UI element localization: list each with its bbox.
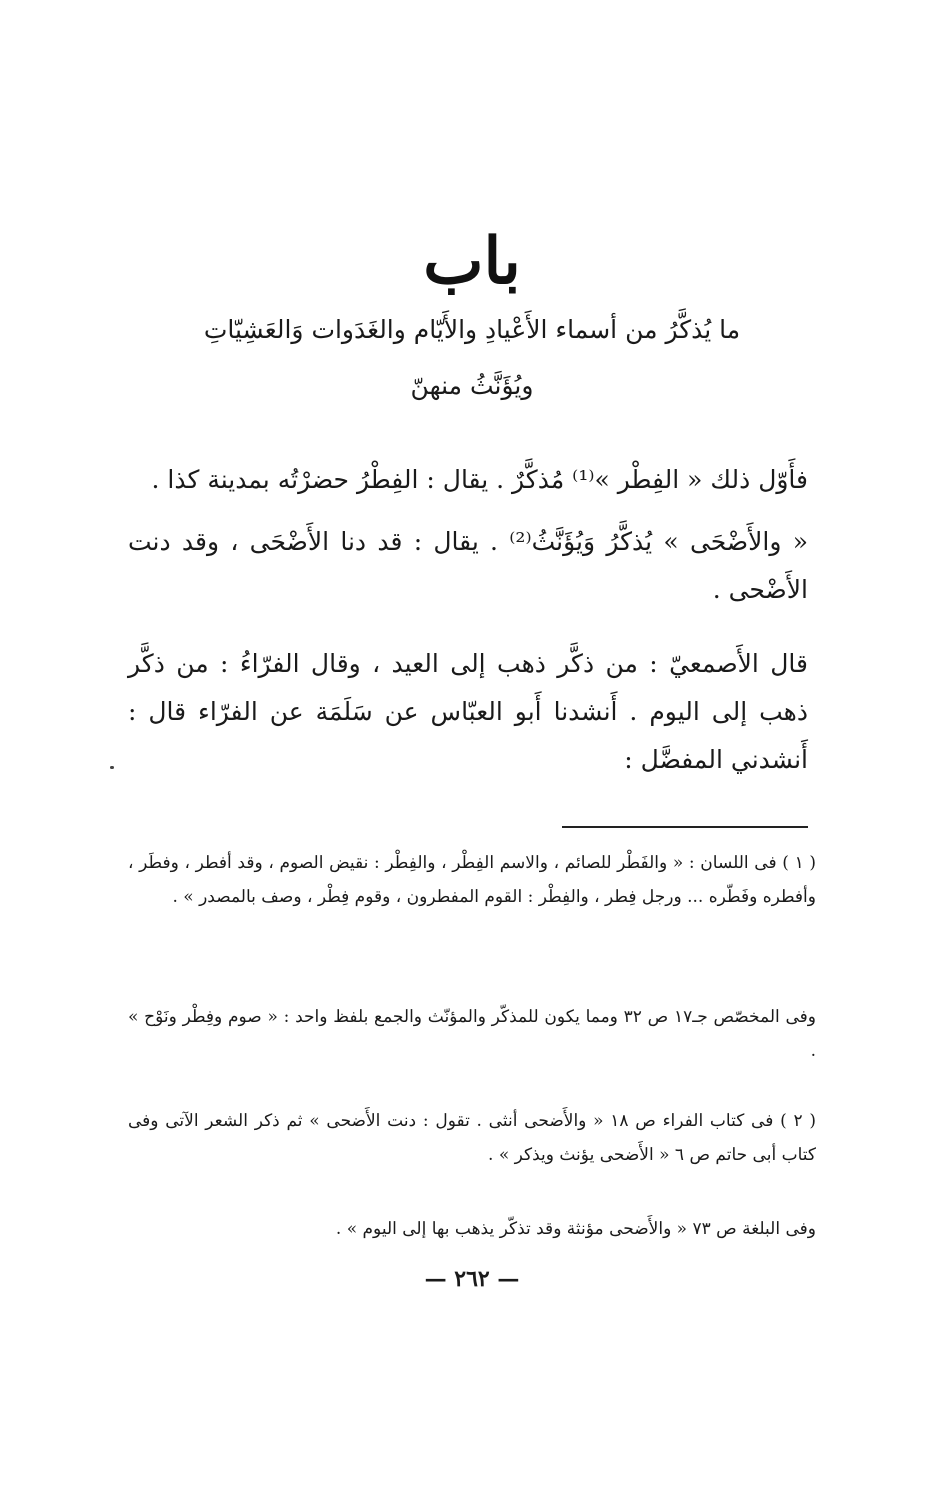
footnote-2: ( ٢ ) فى كتاب الفراء ص ١٨ « والأَضحى أنثى . تقول : دنت الأَضحى » ثم ذكر الشعر الآتى وفى كتاب أبى حاتم ص ٦ « الأَضحى يؤنث ويذكر » . — [128, 1111, 816, 1165]
page-number: — ٢٦٢ — — [424, 1266, 520, 1292]
chapter-subtitle-line-1: ما يُذكَّرُ من أسماء الأَعْيادِ والأَيّام والغَدَوات وَالعَشِيّاتِ — [203, 315, 741, 344]
footnote-1: ( ١ ) فى اللسان : « والفَطْر للصائم ، والاسم الفِطْر ، والفِطْر : نقيض الصوم ، وقد أفطر ، وفطَر ، وأفطره وفَطّره ... ورجل فِطر ، والفِطْر : القوم المفطرون ، وقوم فِطْر ، وصف بالمصدر » . — [128, 853, 816, 907]
scan-speck — [110, 766, 114, 769]
paragraph-fitr: فأَوّل ذلك « الفِطْر »⁽¹⁾ مُذكَّرٌ . يقال : الفِطْرُ حضرْتُه بمدينة كذا . — [151, 465, 808, 494]
paragraph-asmai: قال الأَصمعيّ : من ذكَّر ذهب إلى العيد ، وقال الفرّاءُ : من ذكَّر ذهب إلى اليوم . أَنشدنا أَبو العبّاس عن سَلَمَة عن الفرّاء قال : أَنشدني المفضَّل : — [128, 649, 808, 774]
chapter-heading: باب — [423, 224, 521, 299]
chapter-subtitle-line-2: ويُؤَنَّثُ منهنّ — [410, 371, 534, 400]
paragraph-adha: « والأَضْحَى » يُذكَّرُ وَيُؤَنَّثُ⁽²⁾ . يقال : قد دنا الأَضْحَى ، وقد دنت الأَضْحى . — [128, 527, 808, 604]
footnote-1-continued: وفى المخصّص جـ١٧ ص ٣٢ ومما يكون للمذكّر والمؤنّث والجمع بلفظ واحد : « صوم وفِطْر ونَوْح » . — [128, 1007, 816, 1061]
footnote-divider — [562, 826, 808, 828]
footnote-2-continued: وفى البلغة ص ٧٣ « والأَضحى مؤنثة وقد تذكّر يذهب بها إلى اليوم » . — [335, 1219, 816, 1239]
